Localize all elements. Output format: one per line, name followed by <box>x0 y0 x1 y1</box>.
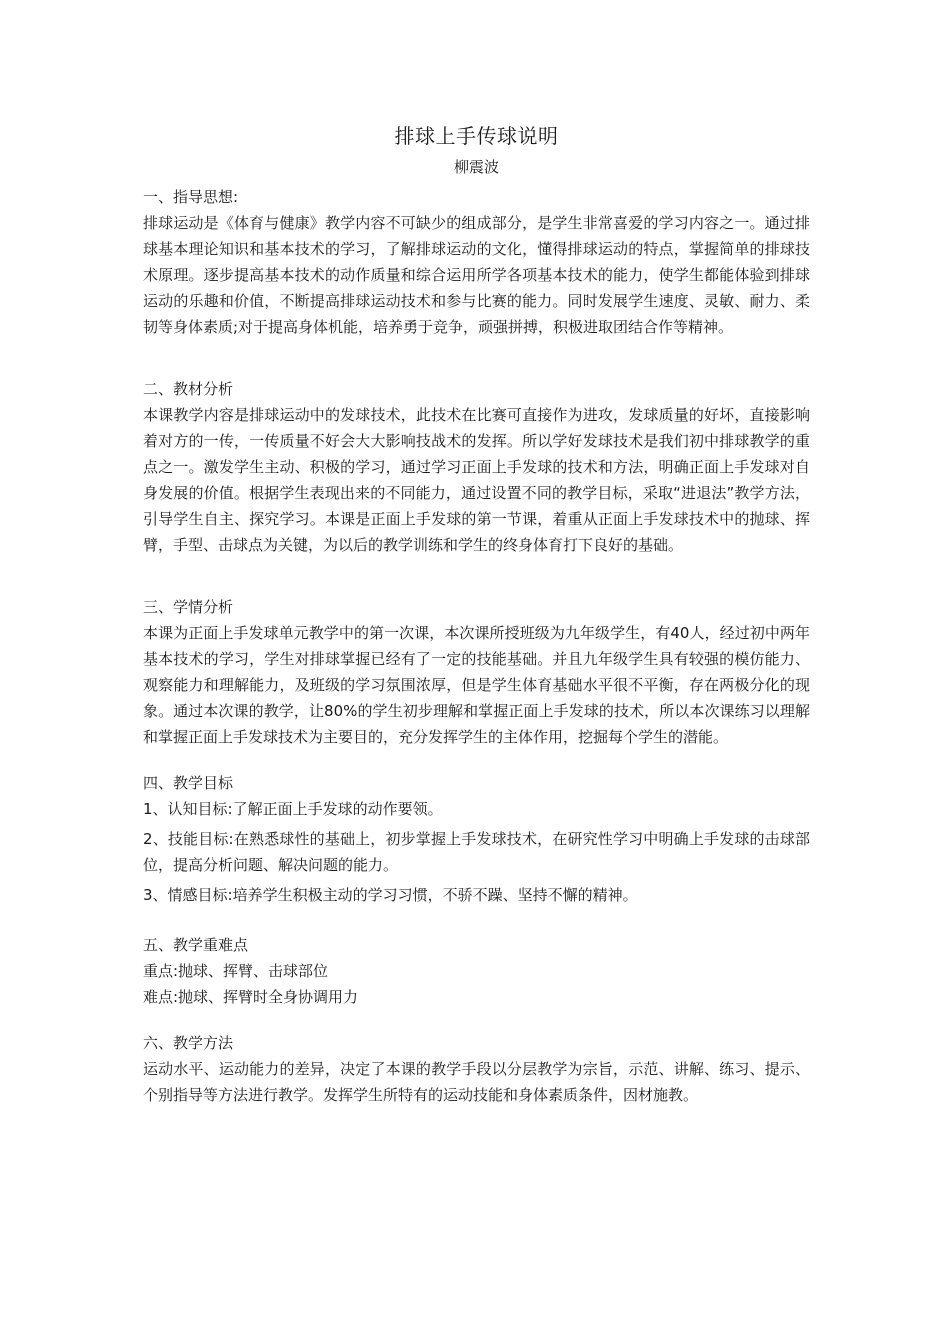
goal-item-cognitive: 1、认知目标:了解正面上手发球的动作要领。 <box>143 800 443 818</box>
section-paragraph: 本课教学内容是排球运动中的发球技术，此技术在比赛可直接作为进攻，发球质量的好坏，直接影响着对方的一传，一传质量不好会大大影响技战术的发挥。所以学好发球技术是我们初中排球教学的重点之一。激发学生主动、积极的学习，通过学习正面上手发球的技术和方法，明确正面上手发球对自身发展的价值。根据学生表现出来的不同能力，通过设置不同的教学目标，采取“进退法”教学方法，引导学生自主、探究学习。本课是正面上手发球的第一节课，着重从正面上手发球技术中的抛球、挥臂，手型、击球点为关键，为以后的教学训练和学生的终身体育打下良好的基础。 <box>143 406 810 554</box>
section-heading: 三、学情分析 <box>143 598 234 616</box>
section-heading: 一、指导思想: <box>143 188 239 206</box>
spacer <box>143 912 810 932</box>
document-page <box>143 118 810 1108</box>
document-title: 排球上手传球说明 <box>394 124 559 148</box>
section-guiding-ideology <box>143 184 810 340</box>
spacer <box>143 340 810 376</box>
section-student-analysis <box>143 594 810 750</box>
goal-item-skill: 2、技能目标:在熟悉球性的基础上，初步掌握上手发球技术，在研究性学习中明确上手发球的击球部位，提高分析问题、解决问题的能力。 <box>143 830 810 874</box>
section-paragraph: 排球运动是《体育与健康》教学内容不可缺少的组成部分，是学生非常喜爱的学习内容之一。通过排球基本理论知识和基本技术的学习，了解排球运动的文化，懂得排球运动的特点，掌握简单的排球技术原理。逐步提高基本技术的动作质量和综合运用所学各项基本技术的能力，使学生都能体验到排球运动的乐趣和价值，不断提高排球运动技术和参与比赛的能力。同时发展学生速度、灵敏、耐力、柔韧等身体素质;对于提高身体机能，培养勇于竞争，顽强拼搏，积极进取团结合作等精神。 <box>143 214 810 336</box>
section-paragraph: 本课为正面上手发球单元教学中的第一次课，本次课所授班级为九年级学生，有40人，经过初中两年基本技术的学习，学生对排球掌握已经有了一定的技能基础。并且九年级学生具有较强的模仿能力、观察能力和理解能力，及班级的学习氛围浓厚，但是学生体育基础水平很不平衡，存在两极分化的现象。通过本次课的教学，让80%的学生初步理解和掌握正面上手发球的技术，所以本次课练习以理解和掌握正面上手发球技术为主要目的，充分发挥学生的主体作用，挖掘每个学生的潜能。 <box>143 624 810 746</box>
section-heading: 六、教学方法 <box>143 1034 234 1052</box>
section-teaching-methods <box>143 1030 810 1108</box>
section-heading: 五、教学重难点 <box>143 936 249 954</box>
spacer <box>143 750 810 770</box>
goal-item-emotion: 3、情感目标:培养学生积极主动的学习习惯，不骄不躁、坚持不懈的精神。 <box>143 886 638 904</box>
key-point: 重点:抛球、挥臂、击球部位 <box>143 962 329 980</box>
section-heading: 二、教材分析 <box>143 380 234 398</box>
spacer <box>143 1010 810 1030</box>
section-key-difficult-points <box>143 932 810 1010</box>
section-material-analysis <box>143 376 810 558</box>
section-heading: 四、教学目标 <box>143 774 234 792</box>
difficult-point: 难点:抛球、挥臂时全身协调用力 <box>143 988 359 1006</box>
section-paragraph: 运动水平、运动能力的差异，决定了本课的教学手段以分层教学为宗旨，示范、讲解、练习、提示、个别指导等方法进行教学。发挥学生所特有的运动技能和身体素质条件，因材施教。 <box>143 1060 810 1104</box>
spacer <box>143 558 810 594</box>
document-author: 柳震波 <box>453 158 499 176</box>
section-teaching-goals <box>143 770 810 908</box>
